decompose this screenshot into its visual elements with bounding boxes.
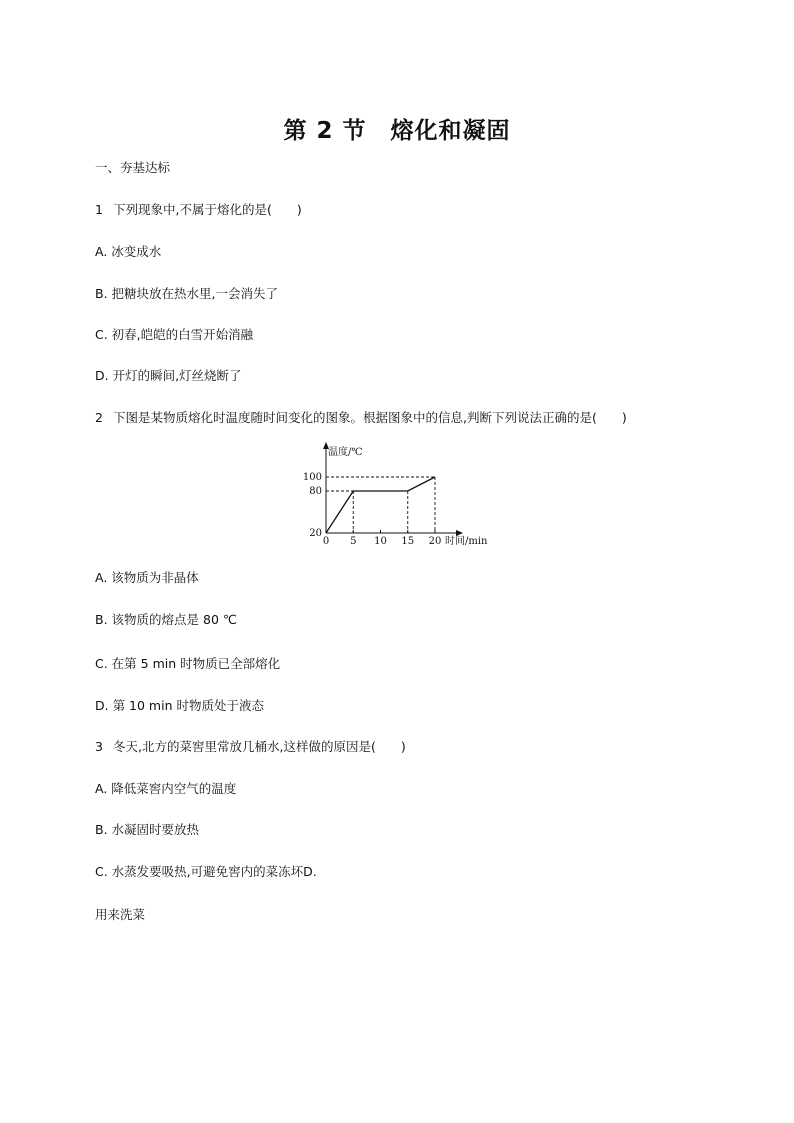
q3-option-d-continued: 用来洗菜 (95, 907, 146, 922)
question-stem: 下列现象中,不属于熔化的是( ) (113, 202, 302, 217)
question-2 (95, 408, 627, 426)
x-tick-label: 10 (374, 536, 387, 547)
x-axis-label: 时间/min (445, 536, 488, 547)
x-tick-label: 0 (322, 536, 330, 547)
q2-option-c: C. 在第 5 min 时物质已全部熔化 (95, 656, 281, 671)
x-tick-label: 15 (401, 536, 415, 547)
q1-option-a: A. 冰变成水 (95, 244, 162, 259)
q2-option-b: B. 该物质的熔点是 80 ℃ (95, 612, 237, 627)
y-axis-label: 温度/℃ (328, 447, 363, 458)
q1-option-c: C. 初春,皑皑的白雪开始消融 (95, 327, 254, 342)
q3-option-b: B. 水凝固时要放热 (95, 822, 200, 837)
y-tick-label: 100 (302, 472, 322, 483)
question-stem: 下图是某物质熔化时温度随时间变化的图象。根据图象中的信息,判断下列说法正确的是( ) (113, 410, 627, 425)
y-tick-label: 80 (309, 486, 322, 497)
page-title: 第 2 节 熔化和凝固 (283, 118, 511, 144)
y-tick-label: 20 (309, 528, 322, 539)
q2-option-a: A. 该物质为非晶体 (95, 570, 199, 585)
question-3 (95, 737, 406, 755)
q1-option-d: D. 开灯的瞬间,灯丝烧断了 (95, 368, 242, 383)
section-heading: 一、夯基达标 (95, 160, 171, 175)
question-number: 2 (95, 410, 103, 425)
x-tick-label: 5 (350, 536, 357, 547)
q2-option-d: D. 第 10 min 时物质处于液态 (95, 698, 264, 713)
question-number: 1 (95, 202, 103, 217)
question-number: 3 (95, 739, 103, 754)
question-1 (95, 200, 302, 218)
q3-option-c: C. 水蒸发要吸热,可避免窖内的菜冻坏D. (95, 864, 317, 879)
question-stem: 冬天,北方的菜窖里常放几桶水,这样做的原因是( ) (113, 739, 406, 754)
q3-option-a: A. 降低菜窖内空气的温度 (95, 781, 237, 796)
q1-option-b: B. 把糖块放在热水里,一会消失了 (95, 286, 278, 301)
x-tick-label: 20 (428, 536, 442, 547)
temperature-time-chart (300, 438, 500, 553)
series-line (326, 477, 435, 533)
